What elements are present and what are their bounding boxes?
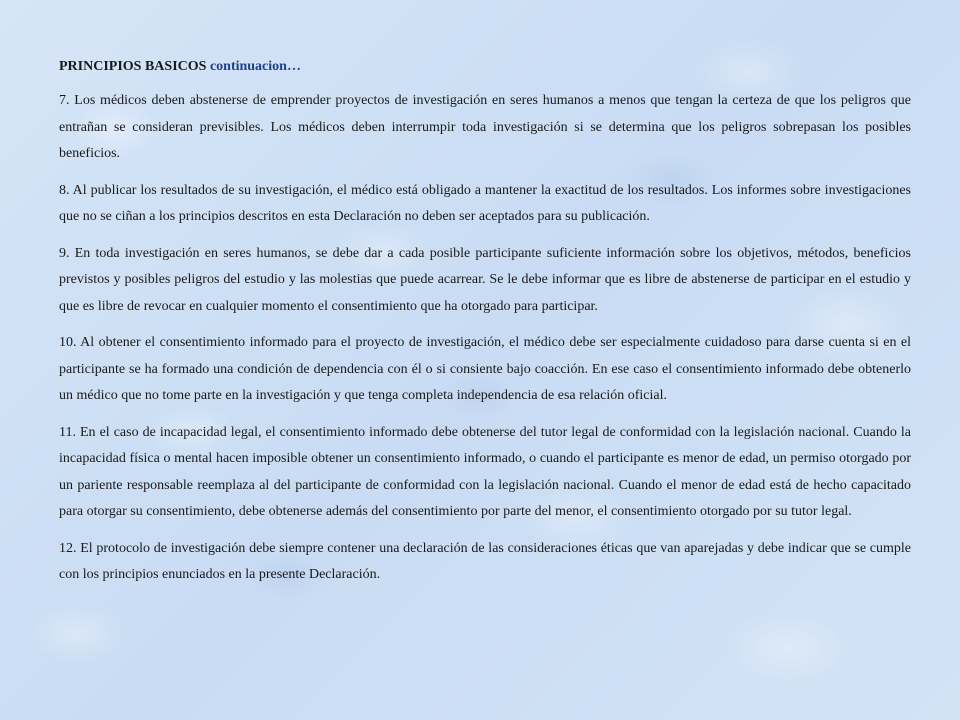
paragraph-8: 8. Al publicar los resultados de su investigación, el médico está obligado a mantener la exactitud de los resultados. Los informes sobre investigaciones que no se ciñan a los principios descritos en esta Declaración no deben ser aceptados para su publicación. xyxy=(59,182,911,224)
paragraph-10: 10. Al obtener el consentimiento informado para el proyecto de investigación, el médico debe ser especialmente cuidadoso para darse cuenta si en el participante se ha formado una condición de dependencia con él o si consiente bajo coacción. En ese caso el consentimiento informado debe obtenerlo un médico que no tome parte en la investigación y que tenga completa independencia de esa relación oficial. xyxy=(59,335,911,403)
slide-content xyxy=(59,56,911,599)
paragraph-9: 9. En toda investigación en seres humanos, se debe dar a cada posible participante suficiente información sobre los objetivos, métodos, beneficios previstos y posibles peligros del estudio y las molestias que puede acarrear. Se le debe informar que es libre de abstenerse de participar en el estudio y que es libre de revocar en cualquier momento el consentimiento que ha otorgado para participar. xyxy=(59,245,911,314)
heading-main: PRINCIPIOS BASICOS xyxy=(59,59,207,74)
paragraph-7: 7. Los médicos deben abstenerse de emprender proyectos de investigación en seres humanos a menos que tengan la certeza de que los peligros que entrañan se consideran previsibles. Los médicos deben interrumpir toda investigación si se determina que los peligros sobrepasan los posibles beneficios. xyxy=(59,93,911,161)
paragraph-11: 11. En el caso de incapacidad legal, el consentimiento informado debe obtenerse del tutor legal de conformidad con la legislación nacional. Cuando la incapacidad física o mental hacen imposible obtener un consentimiento informado, o cuando el participante es menor de edad, un permiso otorgado por un pariente responsable reemplaza al del participante de conformidad con la legislación nacional. Cuando el menor de edad está de hecho capacitado para otorgar su consentimiento, debe obtenerse además del consentimiento por parte del menor, el consentimiento otorgado por su tutor legal. xyxy=(59,424,911,519)
paragraph-12: 12. El protocolo de investigación debe siempre contener una declaración de las consideraciones éticas que van aparejadas y debe indicar que se cumple con los principios enunciados en la presente Declaración. xyxy=(59,540,911,582)
heading-continuation: continuacion… xyxy=(209,59,301,74)
page-title xyxy=(59,56,911,78)
